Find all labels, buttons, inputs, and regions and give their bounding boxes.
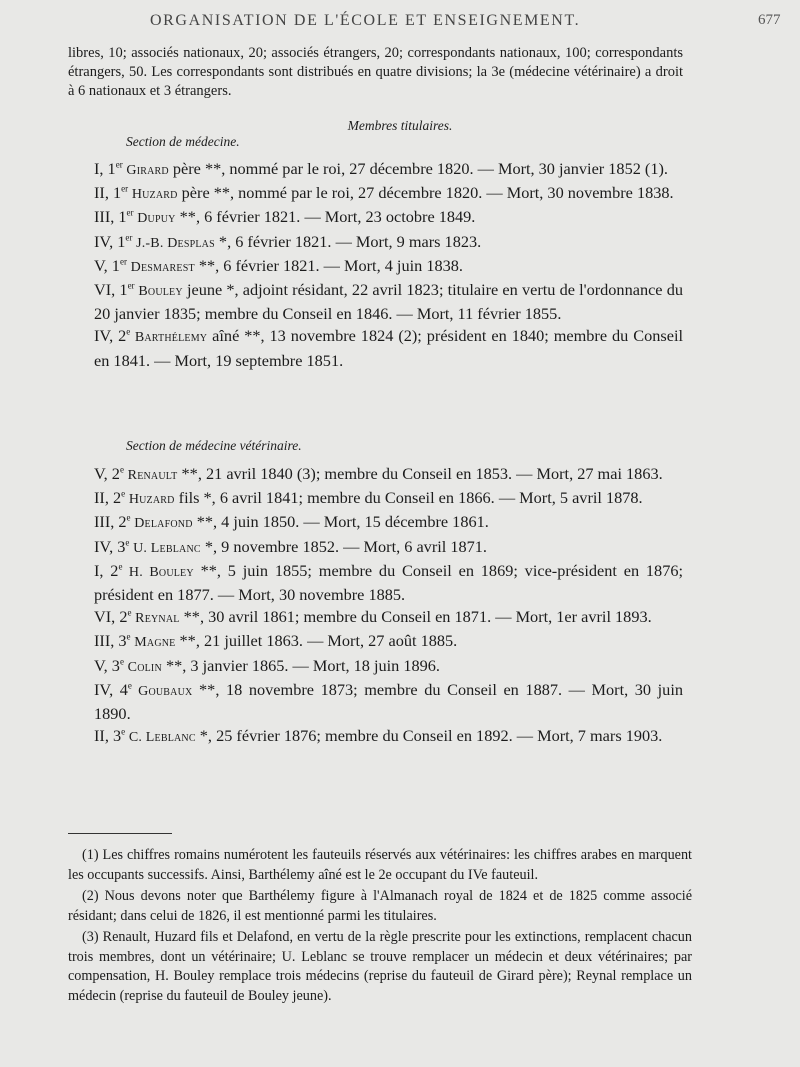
entry-name: Goubaux	[131, 683, 193, 699]
entry-ordinal: er	[127, 280, 135, 291]
member-entry	[68, 463, 683, 487]
entry-seat: I, 1	[94, 159, 116, 178]
member-entry	[68, 255, 683, 279]
entry-details: père **, nommé par le roi, 27 décembre 1820. — Mort, 30 janvier 1852 (1).	[168, 159, 668, 178]
footnotes	[68, 846, 692, 1008]
entry-name: Dupuy	[133, 211, 176, 227]
entry-details: aîné **, 13 novembre 1824 (2); président en 1840; membre du Conseil en 1841. — Mort, 19 septembre 1851.	[94, 326, 683, 370]
member-entry	[68, 487, 683, 511]
entry-seat: V, 3	[94, 655, 120, 675]
entry-seat: I, 2	[94, 560, 119, 580]
entry-ordinal: er	[115, 159, 123, 170]
member-entry	[68, 560, 683, 606]
entry-details: jeune *, adjoint résidant, 22 avril 1823; titulaire en vertu de l'ordonnance du 20 janvier 1835; membre du Conseil en 1846. — Mort, 11 février 1855.	[94, 280, 683, 324]
entry-seat: II, 2	[94, 488, 122, 508]
intro-paragraph: libres, 10; associés nationaux, 20; associés étrangers, 20; correspondants nationaux, 100; correspondants étrangers, 50. Les correspondants sont distribués en quatre divisions; la 3e (médecine vétérinaire) a droit à 6 nationaux et 3 étrangers.	[68, 45, 683, 99]
entry-name: Bouley	[134, 284, 183, 300]
entry-details: **, 3 janvier 1865. — Mort, 18 juin 1896.	[161, 655, 440, 675]
entry-details: **, 30 avril 1861; membre du Conseil en 1871. — Mort, 1er avril 1893.	[179, 607, 652, 627]
entry-seat: VI, 1	[94, 280, 128, 300]
member-entry	[68, 679, 683, 725]
section-veterinaire-list	[94, 463, 683, 749]
entry-seat: IV, 2	[94, 326, 127, 346]
entry-details: fils *, 6 avril 1841; membre du Conseil en 1866. — Mort, 5 avril 1878.	[174, 488, 643, 508]
entry-name: Desmarest	[126, 259, 195, 275]
footnote: (2) Nous devons noter que Barthélemy figure à l'Almanach royal de 1824 et de 1825 comme associé résidant; dans celui de 1826, il est mentionné parmi les titulaires.	[68, 888, 692, 924]
entry-seat: IV, 1	[94, 231, 126, 251]
entry-name: H. Bouley	[122, 564, 194, 580]
entry-ordinal: e	[127, 680, 132, 691]
entry-details: *, 25 février 1876; membre du Conseil en 1892. — Mort, 7 mars 1903.	[195, 726, 663, 746]
entry-details: *, 6 février 1821. — Mort, 9 mars 1823.	[214, 231, 482, 251]
entry-ordinal: er	[126, 207, 134, 218]
member-entry	[68, 511, 683, 535]
entry-ordinal: e	[125, 537, 130, 548]
entry-name: J.-B. Desplas	[132, 235, 215, 251]
member-entry	[68, 158, 683, 182]
entry-seat: IV, 4	[94, 679, 128, 699]
member-entry	[68, 606, 683, 630]
member-entry	[68, 725, 683, 749]
section-medecine-title: Section de médecine.	[126, 134, 240, 149]
entry-seat: IV, 3	[94, 536, 126, 556]
entry-ordinal: er	[119, 256, 127, 267]
entry-seat: V, 1	[94, 255, 120, 275]
footnote: (1) Les chiffres romains numérotent les fauteuils réservés aux vétérinaires: les chiffres arabes en marquent les occupants successifs. Ainsi, Barthélemy aîné est le 2e occupant du IVe fauteuil.	[68, 847, 692, 883]
entry-details: **, 18 novembre 1873; membre du Conseil en 1887. — Mort, 30 juin 1890.	[94, 679, 683, 724]
footnote: (3) Renault, Huzard fils et Delafond, en vertu de la règle prescrite pour les extinctions, remplacent chacun trois membres, dont un vétérinaire; U. Leblanc se trouve remplacer un médecin et deux vétérinaires; par compensation, H. Bouley remplace trois médecins (reprise du fauteuil de Girard père); Reynal remplace un médecin (reprise du fauteuil de Bouley jeune).	[68, 929, 692, 1004]
entry-name: Colin	[123, 659, 162, 675]
entry-ordinal: e	[118, 561, 123, 572]
member-entry	[68, 536, 683, 560]
entry-ordinal: er	[121, 183, 129, 194]
entry-name: C. Leblanc	[125, 730, 196, 746]
entry-name: Huzard	[128, 187, 178, 203]
entry-name: Huzard	[125, 492, 175, 508]
entry-seat: III, 2	[94, 512, 127, 532]
entry-name: Barthélemy	[130, 330, 208, 346]
entry-ordinal: e	[126, 632, 131, 642]
member-entry	[68, 630, 683, 654]
member-entry	[68, 182, 683, 206]
members-title: Membres titulaires.	[347, 118, 453, 133]
section-medecine-list	[94, 158, 683, 372]
header-title: ORGANISATION DE L'ÉCOLE ET ENSEIGNEMENT.	[150, 12, 581, 29]
page-number: 677	[758, 12, 781, 28]
entry-seat: V, 2	[94, 464, 120, 483]
entry-name: Reynal	[131, 611, 180, 627]
member-entry	[68, 655, 683, 679]
entry-name: Magne	[130, 635, 176, 651]
member-entry	[68, 325, 683, 371]
entry-seat: II, 3	[94, 726, 122, 746]
member-entry	[68, 279, 683, 325]
entry-seat: III, 3	[94, 631, 127, 651]
entry-seat: VI, 2	[94, 607, 128, 627]
entry-name: U. Leblanc	[129, 540, 201, 556]
member-entry	[68, 231, 683, 255]
entry-details: **, 21 avril 1840 (3); membre du Conseil en 1853. — Mort, 27 mai 1863.	[177, 464, 663, 483]
entry-ordinal: e	[119, 656, 124, 667]
entry-ordinal: e	[121, 488, 126, 499]
entry-ordinal: e	[119, 464, 124, 475]
entry-ordinal: e	[127, 607, 132, 618]
entry-details: *, 9 novembre 1852. — Mort, 6 avril 1871.	[200, 536, 487, 556]
entry-details: **, 6 février 1821. — Mort, 4 juin 1838.	[194, 255, 463, 275]
entry-ordinal: e	[121, 726, 126, 737]
running-header	[0, 12, 800, 36]
member-entry	[68, 206, 683, 230]
entry-seat: III, 1	[94, 207, 127, 227]
entry-details: **, 4 juin 1850. — Mort, 15 décembre 1861.	[192, 512, 489, 532]
entry-details: père **, nommé par le roi, 27 décembre 1820. — Mort, 30 novembre 1838.	[177, 183, 674, 203]
entry-ordinal: e	[126, 512, 131, 523]
entry-seat: II, 1	[94, 183, 122, 203]
footnote-divider	[68, 833, 172, 834]
entry-name: Renault	[123, 468, 178, 483]
section-veterinaire-title: Section de médecine vétérinaire.	[126, 438, 302, 453]
entry-details: **, 21 juillet 1863. — Mort, 27 août 1885.	[175, 631, 458, 651]
entry-name: Delafond	[130, 516, 193, 532]
entry-ordinal: er	[125, 232, 133, 243]
entry-details: **, 5 juin 1855; membre du Conseil en 1869; vice-président en 1876; président en 1877. — Mort, 30 novembre 1885.	[94, 560, 683, 605]
entry-details: **, 6 février 1821. — Mort, 23 octobre 1849.	[175, 207, 476, 227]
entry-name: Girard	[122, 163, 169, 178]
entry-ordinal: e	[126, 327, 131, 337]
